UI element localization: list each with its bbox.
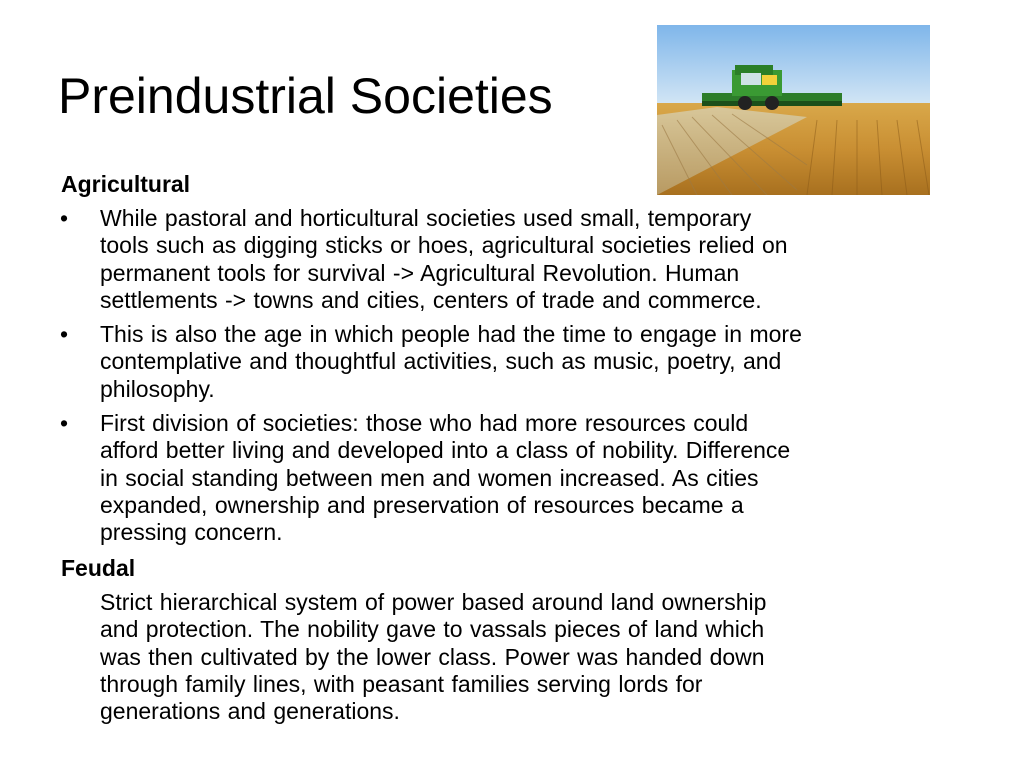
text-line: This is also the age in which people had the time to engage in more xyxy=(100,321,802,347)
text-line: generations and generations. xyxy=(100,698,400,725)
text-line: and protection. The nobility gave to vassals pieces of land which xyxy=(100,616,765,643)
feudal-paragraph xyxy=(100,589,980,725)
text-line: through family lines, with peasant families serving lords for xyxy=(100,670,703,697)
bullet-text-agricultural-revolution xyxy=(100,205,980,314)
text-line: afford better living and developed into a class of nobility. Difference xyxy=(100,437,791,464)
text-line: in social standing between men and women increased. As cities xyxy=(100,464,759,491)
text-line: was then cultivated by the lower class. Power was handed down xyxy=(100,643,765,670)
bullet-marker: • xyxy=(60,205,69,231)
bullet-marker: • xyxy=(60,321,69,347)
text-line: settlements -> towns and cities, centers of trade and commerce. xyxy=(100,286,762,313)
bullet-text-contemplative-activities xyxy=(100,321,980,403)
text-line: While pastoral and horticultural societies used small, temporary xyxy=(100,205,752,231)
section-heading-feudal: Feudal xyxy=(61,555,136,581)
bullet-text-division-of-societies xyxy=(100,410,980,546)
text-line: permanent tools for survival -> Agricultural Revolution. Human xyxy=(100,259,740,286)
text-line: tools such as digging sticks or hoes, agricultural societies relied on xyxy=(100,232,788,259)
text-line: First division of societies: those who had more resources could xyxy=(100,410,749,436)
text-line: expanded, ownership and preservation of resources became a xyxy=(100,491,744,518)
slide-title: Preindustrial Societies xyxy=(58,68,553,124)
section-heading-agricultural: Agricultural xyxy=(61,171,191,197)
text-line: contemplative and thoughtful activities, such as music, poetry, and xyxy=(100,348,782,375)
text-line: pressing concern. xyxy=(100,519,283,546)
text-line: philosophy. xyxy=(100,375,215,402)
combine-harvester-image xyxy=(657,25,930,195)
bullet-marker: • xyxy=(60,410,69,436)
text-line: Strict hierarchical system of power based around land ownership xyxy=(100,589,767,615)
